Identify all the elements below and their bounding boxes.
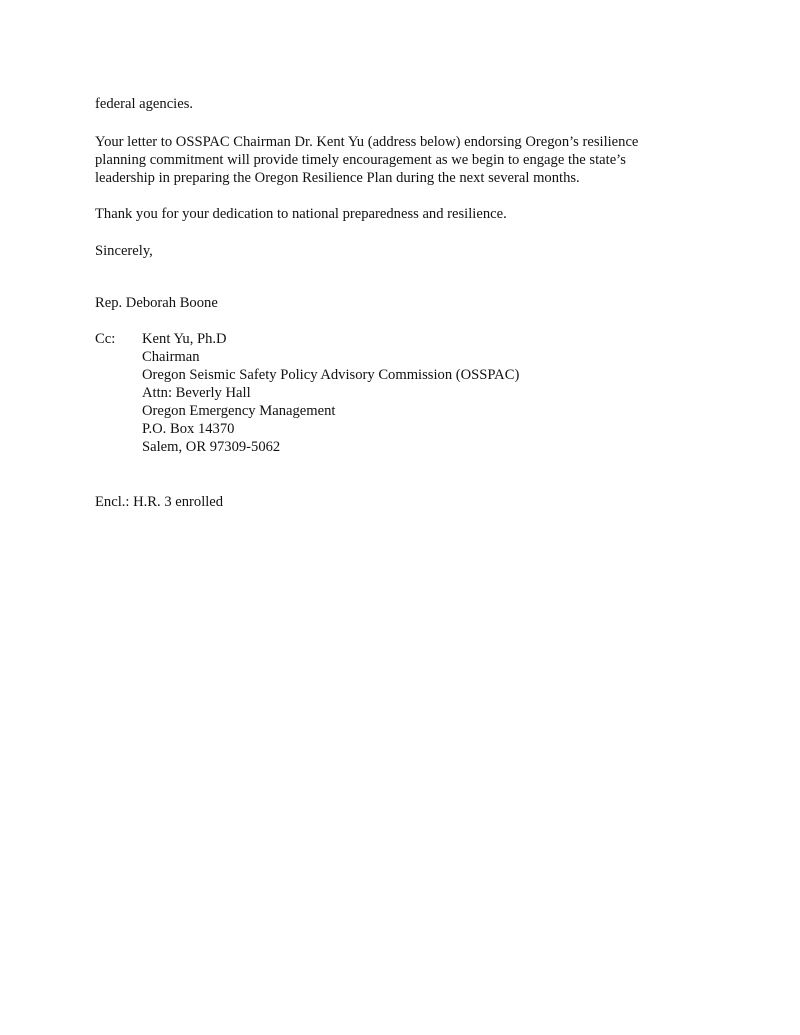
cc-line: Chairman [142,349,200,365]
closing: Sincerely, [95,243,153,259]
paragraph-endorsement [95,133,735,187]
cc-line: Salem, OR 97309-5062 [142,439,281,455]
paragraph-line: leadership in preparing the Oregon Resilience Plan during the next several months. [95,170,580,186]
enclosure-note: Encl.: H.R. 3 enrolled [95,494,224,510]
paragraph-line: planning commitment will provide timely encouragement as we begin to engage the state’s [95,152,626,168]
cc-line: Attn: Beverly Hall [142,385,251,401]
paragraph-line: federal agencies. [95,96,194,112]
cc-address [142,330,519,456]
signature-name: Rep. Deborah Boone [95,295,218,311]
cc-line: Oregon Emergency Management [142,403,336,419]
cc-line: Oregon Seismic Safety Policy Advisory Commission (OSSPAC) [142,367,520,383]
cc-line: Kent Yu, Ph.D [142,331,227,347]
paragraph-line: Your letter to OSSPAC Chairman Dr. Kent Yu (address below) endorsing Oregon’s resilience [95,134,639,150]
paragraph-thanks: Thank you for your dedication to national preparedness and resilience. [95,206,507,222]
paragraph-continuation [95,95,735,113]
cc-line: P.O. Box 14370 [142,421,235,437]
cc-label: Cc: [95,331,116,347]
